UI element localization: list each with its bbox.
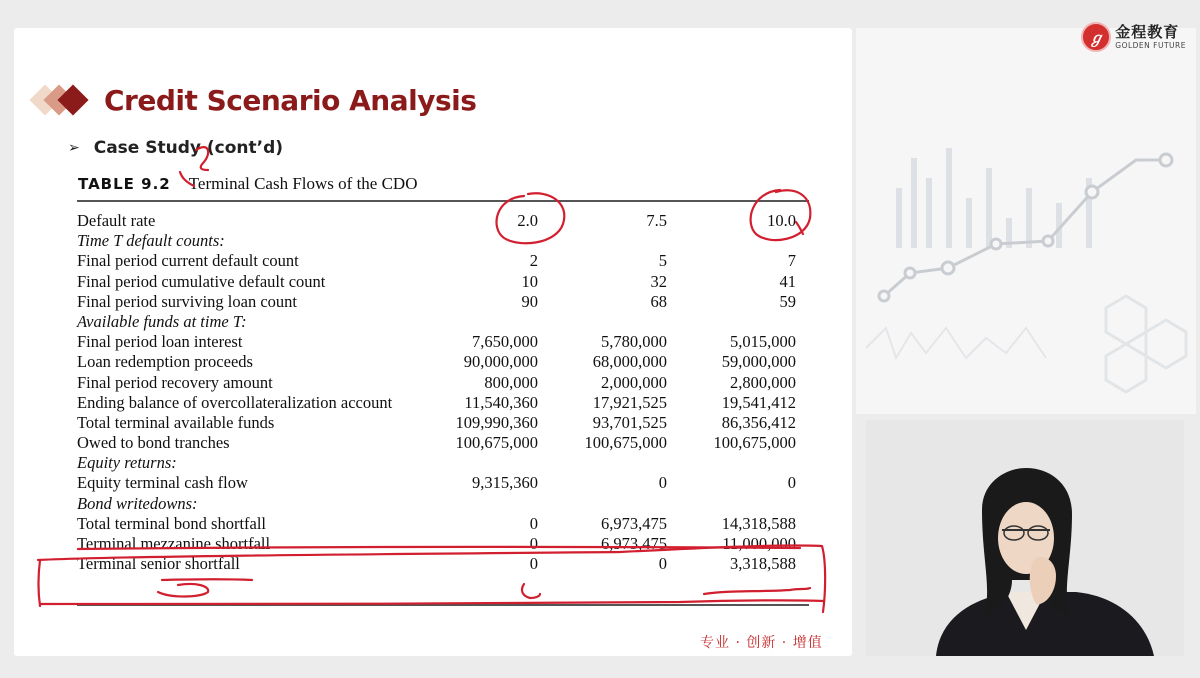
row-label: Final period current default count: [77, 251, 299, 271]
row-label: Owed to bond tranches: [77, 433, 230, 453]
value-cell: [667, 232, 809, 252]
value-cell: 0: [529, 513, 538, 533]
table-row: [77, 374, 809, 394]
table-row: [77, 414, 809, 434]
value-cell: [538, 495, 667, 515]
brand-logo: [1081, 22, 1186, 52]
value-cell: 86,356,412: [721, 412, 796, 432]
value-cell: 17,921,525: [592, 392, 667, 412]
table-top-rule: [77, 200, 809, 202]
row-label: Final period cumulative default count: [77, 271, 326, 291]
table-row: [77, 293, 809, 313]
golden-future-logo-icon: ℊ: [1081, 22, 1111, 52]
value-cell: 90,000,000: [463, 352, 538, 372]
value-cell: 0: [658, 473, 667, 493]
section-heading: Bond writedowns:: [77, 493, 198, 513]
section-heading: Available funds at time T:: [77, 311, 247, 331]
value-cell: 19,541,412: [721, 392, 796, 412]
table-row: [77, 353, 809, 373]
value-cell: 7: [787, 251, 796, 271]
side-decoration-panel: [856, 28, 1196, 414]
value-cell: 2,000,000: [601, 372, 667, 392]
value-cell: 100,675,000: [455, 433, 538, 453]
arrow-bullet-icon: ➢: [68, 140, 80, 156]
section-heading: Time T default counts:: [77, 231, 225, 251]
value-cell: [538, 454, 667, 474]
value-cell: 41: [779, 271, 796, 291]
table-bottom-rule: [77, 604, 809, 606]
table-row: [77, 535, 809, 555]
value-cell: 2,800,000: [730, 372, 796, 392]
value-cell: 11,000,000: [722, 534, 796, 553]
row-label: Final period loan interest: [77, 332, 243, 352]
value-cell: 2: [529, 251, 538, 271]
table-row: [77, 273, 809, 293]
value-cell: 14,318,588: [721, 513, 796, 533]
value-cell: 32: [650, 271, 667, 291]
value-cell: 3,318,588: [730, 554, 796, 574]
row-label: Default rate: [77, 211, 156, 230]
value-cell: 5,015,000: [730, 332, 796, 352]
table-row: [77, 252, 809, 272]
value-cell: 5: [658, 251, 667, 271]
logo-chinese-name: 金程教育: [1115, 22, 1180, 41]
value-cell: 0: [529, 554, 538, 574]
row-label: Total terminal bond shortfall: [77, 513, 267, 533]
presenter-video: [866, 420, 1184, 656]
row-label: Total terminal available funds: [77, 412, 275, 432]
table-row: [77, 515, 809, 535]
slide-header: [30, 80, 476, 120]
value-cell: [427, 495, 538, 515]
table-row: [77, 474, 809, 494]
value-cell: 59: [779, 291, 796, 311]
value-cell: 100,675,000: [713, 433, 796, 453]
value-cell: 800,000: [484, 372, 538, 392]
value-cell: 6,973,475: [601, 534, 667, 553]
slide-title: Credit Scenario Analysis: [104, 83, 477, 117]
section-heading: Equity returns:: [77, 453, 177, 473]
footer-slogan: 专业 · 创新 · 增值: [700, 635, 823, 651]
value-cell: 90: [521, 291, 538, 311]
table-row: [77, 555, 809, 575]
value-cell: 2.0: [517, 211, 538, 230]
table-row: [77, 232, 809, 252]
table-row: [77, 313, 809, 333]
value-cell: 10: [521, 271, 538, 291]
table-row: [77, 212, 809, 232]
value-cell: [427, 313, 538, 333]
value-cell: 68,000,000: [592, 352, 667, 372]
row-label: Ending balance of overcollateralization account: [77, 392, 393, 412]
row-label: Final period recovery amount: [77, 372, 273, 392]
value-cell: 7.5: [646, 211, 667, 230]
value-cell: [667, 454, 809, 474]
table-row: [77, 434, 809, 454]
value-cell: 10.0: [767, 211, 796, 230]
value-cell: 0: [529, 534, 538, 553]
value-cell: 7,650,000: [472, 332, 538, 352]
row-label: Equity terminal cash flow: [77, 473, 248, 493]
table-row: [77, 394, 809, 414]
value-cell: [538, 313, 667, 333]
value-cell: 68: [650, 291, 667, 311]
value-cell: 0: [658, 554, 667, 574]
value-cell: 11,540,360: [464, 392, 538, 412]
terminal-cash-flows-table: [77, 212, 809, 575]
value-cell: 100,675,000: [584, 433, 667, 453]
table-row: [77, 454, 809, 474]
value-cell: 6,973,475: [601, 513, 667, 533]
table-caption-text: Terminal Cash Flows of the CDO: [188, 174, 418, 193]
logo-english-name: GOLDEN FUTURE: [1115, 40, 1186, 50]
value-cell: 9,315,360: [472, 473, 538, 493]
table-number: TABLE 9.2: [78, 175, 171, 193]
value-cell: 93,701,525: [592, 412, 667, 432]
value-cell: [538, 232, 667, 252]
subtitle-text: Case Study (cont’d): [93, 138, 284, 158]
value-cell: 0: [787, 473, 796, 493]
row-label: Terminal senior shortfall: [77, 554, 240, 574]
slide-subtitle: [68, 138, 283, 158]
value-cell: [427, 232, 538, 252]
row-label: Loan redemption proceeds: [77, 352, 253, 372]
value-cell: 59,000,000: [721, 352, 796, 372]
row-label: Final period surviving loan count: [77, 291, 297, 311]
diamond-bullets-icon: [30, 80, 94, 120]
value-cell: [667, 495, 809, 515]
table-row: [77, 495, 809, 515]
row-label: Terminal mezzanine shortfall: [77, 534, 271, 553]
value-cell: [667, 313, 809, 333]
value-cell: 5,780,000: [601, 332, 667, 352]
value-cell: 109,990,360: [455, 412, 538, 432]
value-cell: [427, 454, 538, 474]
table-row: [77, 333, 809, 353]
table-caption: [78, 174, 417, 194]
